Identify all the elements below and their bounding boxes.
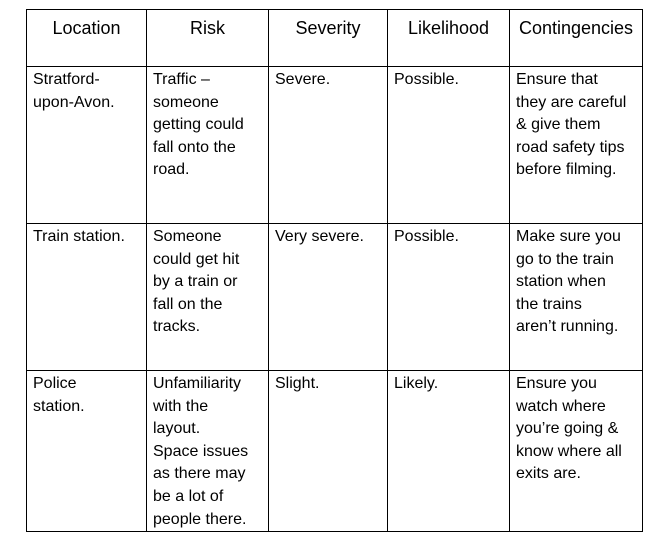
header-risk: Risk [147,10,269,67]
cell-contingencies: Ensure that they are careful & give them road safety tips before filming. [510,67,643,224]
table-row [27,371,643,532]
cell-severity: Very severe. [269,224,388,371]
cell-severity: Slight. [269,371,388,532]
header-contingencies: Contingencies [510,10,643,67]
header-likelihood: Likelihood [388,10,510,67]
cell-severity: Severe. [269,67,388,224]
cell-location: Stratford- upon-Avon. [27,67,147,224]
cell-location: Police station. [27,371,147,532]
cell-contingencies: Make sure you go to the train station when the trains aren’t running. [510,224,643,371]
header-severity: Severity [269,10,388,67]
cell-risk: Someone could get hit by a train or fall on the tracks. [147,224,269,371]
table-header-row [27,10,643,67]
cell-risk: Unfamiliarity with the layout. Space issues as there may be a lot of people there. [147,371,269,532]
header-location: Location [27,10,147,67]
table-row [27,224,643,371]
cell-location: Train station. [27,224,147,371]
cell-contingencies: Ensure you watch where you’re going & know where all exits are. [510,371,643,532]
table-row [27,67,643,224]
risk-assessment-table [26,9,643,532]
cell-risk: Traffic – someone getting could fall onto the road. [147,67,269,224]
cell-likelihood: Possible. [388,224,510,371]
cell-likelihood: Possible. [388,67,510,224]
cell-likelihood: Likely. [388,371,510,532]
